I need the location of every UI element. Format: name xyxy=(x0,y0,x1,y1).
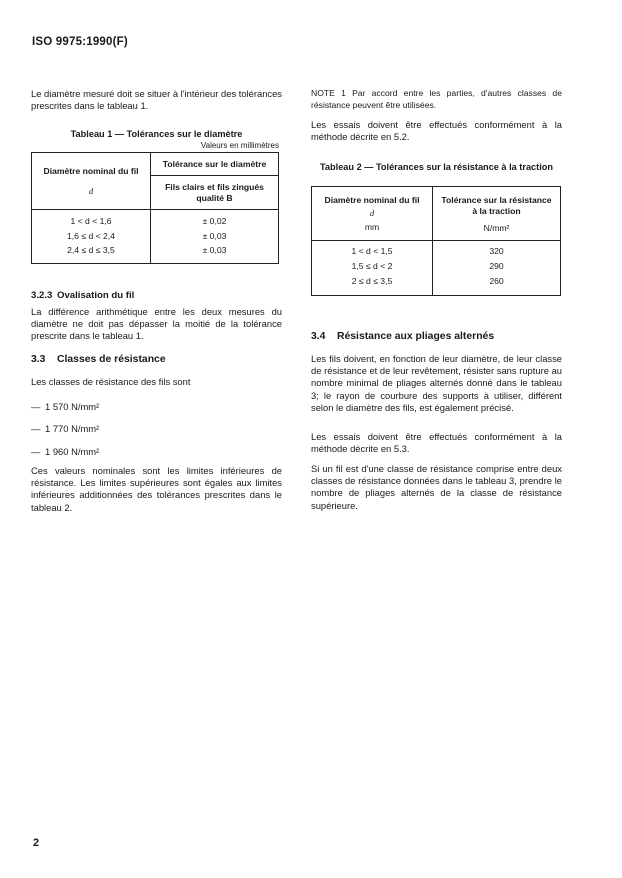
table1-col2-header: Tolérance sur le diamètre xyxy=(151,153,279,176)
table2-col2-header xyxy=(433,187,561,241)
list-item: — 1 570 N/mm² xyxy=(31,401,100,412)
list-item: — 1 960 N/mm² xyxy=(31,446,100,457)
section-number: 3.4 xyxy=(311,331,326,342)
section-number: 3.2.3 xyxy=(31,290,53,301)
table2-caption: Tableau 2 — Tolérances sur la résistance à la traction xyxy=(319,162,553,172)
section-3-4-paragraph-3: Si un fil est d'une classe de résistance comprise entre deux classes de résistance données dans le tableau 3, prendre le nombre de pliages alternés de la classe de résistance supérieure. xyxy=(311,463,562,511)
table1-unit: Valeurs en millimètres xyxy=(200,141,279,150)
table-row: ± 0,02 xyxy=(202,216,227,226)
table2-col1-header xyxy=(312,187,433,241)
table-row: 260 xyxy=(489,276,504,286)
section-3-2-3-text: La différence arithmétique entre les deux mesures du diamètre ne doit pas dépasser la moitié de la tolérance prescrite dans le tableau 1. xyxy=(31,306,282,342)
section-title: Classes de résistance xyxy=(57,354,166,365)
table-row: 1,5 ≤ d < 2 xyxy=(351,261,393,271)
table1-col1-header-label: Diamètre nominal du fil xyxy=(43,166,139,176)
document-header: ISO 9975:1990(F) xyxy=(32,36,128,48)
table2-col1-unit: mm xyxy=(364,221,380,232)
table1-col1-symbol: d xyxy=(88,186,94,196)
section-3-4-paragraph-2: Les essais doivent être effectués conformément à la méthode décrite en 5.3. xyxy=(311,431,562,455)
table1 xyxy=(31,152,279,264)
table2-col1-header-label: Diamètre nominal du fil xyxy=(324,194,420,205)
table1-ranges xyxy=(32,210,151,264)
section-3-4-paragraph-1: Les fils doivent, en fonction de leur diamètre, de leur classe de résistance et de leur revêtement, résister sans rupture au nombre minimal de pliages alternés donné dans le tableau 3; le rayon de courbure des supports à utiliser, différent selon le diamètre des fils, est également précisé. xyxy=(311,353,562,413)
table-row: 290 xyxy=(489,261,504,271)
section-title: Résistance aux pliages alternés xyxy=(337,331,495,342)
page-number: 2 xyxy=(33,837,40,849)
table-row: 2,4 ≤ d ≤ 3,5 xyxy=(67,245,115,255)
table1-col1-header xyxy=(32,153,151,210)
list-item-text: 1 770 N/mm² xyxy=(45,423,100,434)
intro-paragraph: Le diamètre mesuré doit se situer à l'intérieur des tolérances prescrites dans le tableau 1. xyxy=(31,88,282,112)
note-1: NOTE 1 Par accord entre les parties, d'autres classes de résistance peuvent être utilisées. xyxy=(311,88,562,110)
table-row: 1 < d < 1,5 xyxy=(351,246,393,256)
section-3-3-heading xyxy=(31,354,166,365)
list-item-text: 1 570 N/mm² xyxy=(45,401,100,412)
section-3-2-3-heading xyxy=(31,290,134,301)
table-row: ± 0,03 xyxy=(202,245,227,255)
table-row: 320 xyxy=(489,246,504,256)
table2-tolerances xyxy=(433,241,561,296)
list-item-text: 1 960 N/mm² xyxy=(45,446,100,457)
section-title: Ovalisation du fil xyxy=(57,290,135,301)
table1-tolerances xyxy=(151,210,279,264)
section-3-3-intro: Les classes de résistance des fils sont xyxy=(31,376,191,387)
section-3-3-text: Ces valeurs nominales sont les limites inférieures de résistance. Les limites supérieures sont égales aux limites inférieures additionnées des tolérances prescrites dans le tableau 2. xyxy=(31,465,282,513)
table1-caption: Tableau 1 — Tolérances sur le diamètre xyxy=(70,129,243,139)
table-row: 1 < d < 1,6 xyxy=(70,216,112,226)
table2-col2-unit: N/mm² xyxy=(483,223,510,233)
table2-col2-header-label: Tolérance sur la résistance à la traction xyxy=(441,195,552,216)
table-row: 1,6 ≤ d < 2,4 xyxy=(67,230,115,241)
table1-col2-subheader: Fils clairs et fils zingués qualité B xyxy=(151,176,279,210)
essais-paragraph: Les essais doivent être effectués conformément à la méthode décrite en 5.2. xyxy=(311,119,562,143)
section-3-4-heading xyxy=(311,331,494,342)
list-item: — 1 770 N/mm² xyxy=(31,423,100,434)
table-row: 2 ≤ d ≤ 3,5 xyxy=(351,276,393,286)
table2-ranges xyxy=(312,241,433,296)
table-row: ± 0,03 xyxy=(202,230,227,241)
table2-col1-symbol: d xyxy=(369,207,375,218)
section-number: 3.3 xyxy=(31,354,46,365)
table2 xyxy=(311,186,561,296)
